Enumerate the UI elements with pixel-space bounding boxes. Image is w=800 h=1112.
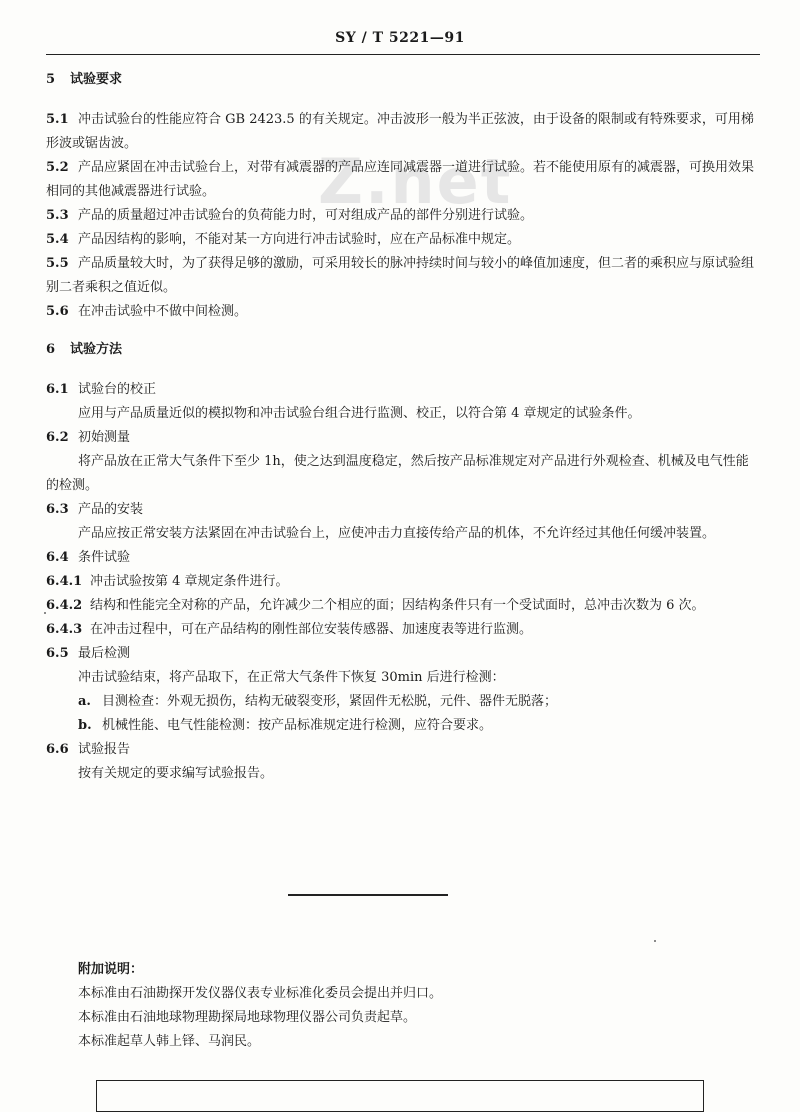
clause-5-1: 5.1 冲击试验台的性能应符合 GB 2423.5 的有关规定。冲击波形一般为半正弦波，由于设备的限制或有特殊要求，可用梯形波或锯齿波。 [46,112,754,151]
addendum-line: 本标准由石油地球物理勘探局地球物理仪器公司负责起草。 [78,1010,417,1025]
addendum-title: 附加说明： [78,962,144,977]
list-item: a. 目测检查：外观无损伤，结构无破裂变形，紧固件无松脱，元件、器件无脱落； [78,694,558,709]
clause-5-3: 5.3 产品的质量超过冲击试验台的负荷能力时，可对组成产品的部件分别进行试验。 [46,208,534,223]
clause-6-3-heading: 6.3 产品的安装 [46,502,144,517]
clause-6-6-heading: 6.6 试验报告 [46,742,131,757]
addendum [78,958,738,1054]
clause-6-4-2: 6.4.2 结构和性能完全对称的产品，允许减少二个相应的面；因结构条件只有一个受试面时，总冲击次数为 6 次。 [46,598,705,613]
section-5-heading [46,70,758,90]
section-title: 试验要求 [70,72,123,87]
clause-6-4-3: 6.4.3 在冲击过程中，可在产品结构的刚性部位安装传感器、加速度表等进行监测。 [46,622,533,637]
document-body [46,70,758,786]
clause-6-2-body: 将产品放在正常大气条件下至少 1h，使之达到温度稳定，然后按产品标准规定对产品进行外观检查、机械及电气性能的检测。 [46,454,749,493]
header-rule [46,54,760,55]
section-title: 试验方法 [70,342,123,357]
addendum-line: 本标准由石油勘探开发仪器仪表专业标准化委员会提出并归口。 [78,986,443,1001]
watermark-logo: Z.net [318,145,513,218]
clause-6-2-heading: 6.2 初始测量 [46,430,131,445]
clause-6-5-body: 冲击试验结束，将产品取下，在正常大气条件下恢复 30min 后进行检测： [78,670,505,685]
clause-5-5: 5.5 产品质量较大时，为了获得足够的激励，可采用较长的脉冲持续时间与较小的峰值加速度，但二者的乘积应与原试验组别二者乘积之值近似。 [46,256,755,295]
clause-6-5-heading: 6.5 最后检测 [46,646,131,661]
clause-6-3-body: 产品应按正常安装方法紧固在冲击试验台上，应使冲击力直接传给产品的机体，不允许经过其他任何缓冲装置。 [78,526,716,541]
list-item: b. 机械性能、电气性能检测：按产品标准规定进行检测，应符合要求。 [78,718,493,733]
clause-6-4-heading: 6.4 条件试验 [46,550,131,565]
clause-5-4: 5.4 产品因结构的影响，不能对某一方向进行冲击试验时，应在产品标准中规定。 [46,232,521,247]
clause-6-6-body: 按有关规定的要求编写试验报告。 [78,766,274,781]
clause-5-2: 5.2 产品应紧固在冲击试验台上，对带有减震器的产品应连同减震器一道进行试验。若不能使用原有的减震器，可换用效果相同的其他减震器进行试验。 [46,160,755,199]
clause-6-1-body: 应用与产品质量近似的模拟物和冲击试验台组合进行监测、校正，以符合第 4 章规定的试验条件。 [78,406,641,421]
addendum-line: 本标准起草人韩上铎、马润民。 [78,1034,261,1049]
section-6-heading [46,340,758,360]
end-divider [288,894,448,896]
clause-5-6: 5.6 在冲击试验中不做中间检测。 [46,304,248,319]
section-number: 6 [46,342,56,357]
scan-speck [654,940,656,942]
section-number: 5 [46,72,56,87]
clause-6-1-heading: 6.1 试验台的校正 [46,382,157,397]
document-header-code: SY / T 5221—91 [335,30,465,46]
clause-6-4-1: 6.4.1 冲击试验按第 4 章规定条件进行。 [46,574,289,589]
bottom-frame [96,1080,704,1112]
